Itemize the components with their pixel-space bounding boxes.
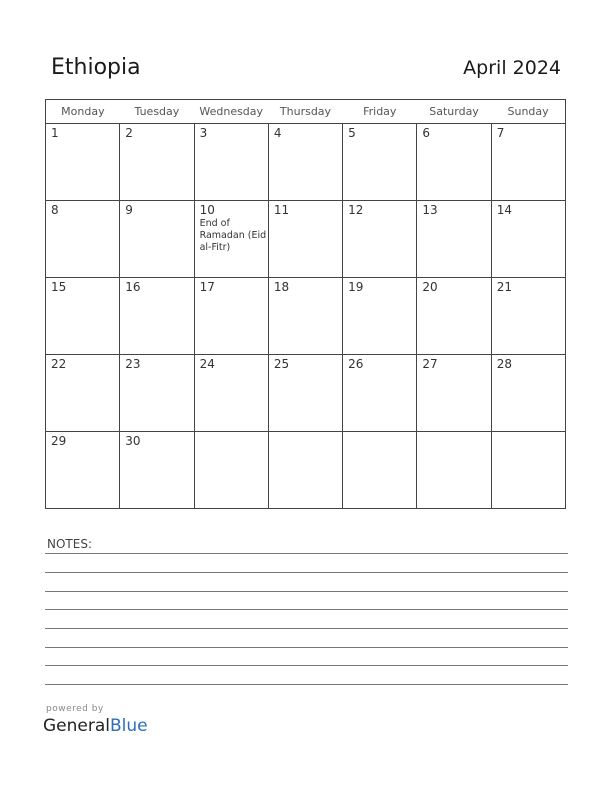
day-cell xyxy=(343,278,417,355)
day-cell xyxy=(417,124,491,201)
note-line xyxy=(45,572,568,573)
day-cell xyxy=(194,201,268,278)
note-line xyxy=(45,684,568,685)
day-number: 23 xyxy=(125,357,141,371)
day-cell xyxy=(491,124,565,201)
day-number xyxy=(269,432,342,434)
note-line xyxy=(45,628,568,629)
weekday-header-row xyxy=(46,100,566,124)
weekday-saturday: Saturday xyxy=(417,100,491,124)
day-number: 19 xyxy=(348,280,364,294)
month-title: April 2024 xyxy=(463,57,561,79)
day-number: 29 xyxy=(51,434,67,448)
day-number: 18 xyxy=(273,280,290,294)
day-number: 1 xyxy=(51,126,59,140)
day-number: 14 xyxy=(496,203,512,217)
day-cell xyxy=(491,278,565,355)
weekday-friday: Friday xyxy=(343,100,417,124)
holiday-label: End of Ramadan (Eid al-Fitr) xyxy=(199,218,267,253)
powered-by-text: powered by xyxy=(46,704,104,714)
day-cell xyxy=(46,124,120,201)
day-cell xyxy=(46,432,120,509)
day-number: 22 xyxy=(51,357,67,371)
day-cell xyxy=(120,201,194,278)
day-cell xyxy=(46,355,120,432)
day-cell xyxy=(46,201,120,278)
day-number: 17 xyxy=(199,280,215,294)
day-number: 27 xyxy=(422,357,438,371)
note-line xyxy=(45,591,568,592)
week-row xyxy=(46,278,566,355)
day-number: 12 xyxy=(348,203,364,217)
day-number: 20 xyxy=(422,280,438,294)
day-cell xyxy=(120,124,194,201)
brand-name-part1: General xyxy=(43,716,110,736)
day-cell xyxy=(417,201,491,278)
day-number xyxy=(195,432,268,434)
day-cell xyxy=(194,124,268,201)
notes-label: NOTES: xyxy=(47,537,92,551)
note-line xyxy=(45,647,568,648)
day-number: 28 xyxy=(496,357,512,371)
day-cell xyxy=(417,432,491,509)
day-number: 4 xyxy=(273,126,282,140)
day-number: 6 xyxy=(422,126,431,140)
day-cell xyxy=(343,124,417,201)
day-number: 24 xyxy=(199,357,215,371)
weekday-wednesday: Wednesday xyxy=(194,100,268,124)
weekday-sunday: Sunday xyxy=(491,100,565,124)
day-number: 21 xyxy=(496,280,512,294)
weekday-monday: Monday xyxy=(46,100,120,124)
day-number: 5 xyxy=(348,126,356,140)
day-cell xyxy=(194,278,268,355)
day-number: 13 xyxy=(422,203,438,217)
week-row xyxy=(46,124,566,201)
day-number: 8 xyxy=(51,203,59,217)
day-cell xyxy=(343,201,417,278)
day-number: 11 xyxy=(273,203,290,217)
day-cell xyxy=(268,278,342,355)
day-number xyxy=(343,432,416,434)
day-number: 7 xyxy=(496,126,505,140)
week-row xyxy=(46,355,566,432)
day-cell xyxy=(417,355,491,432)
day-cell xyxy=(120,355,194,432)
day-cell xyxy=(268,355,342,432)
day-number: 3 xyxy=(199,126,208,140)
day-number: 10 xyxy=(199,203,215,217)
weekday-tuesday: Tuesday xyxy=(120,100,194,124)
day-number: 15 xyxy=(51,280,67,294)
day-number: 16 xyxy=(125,280,141,294)
day-cell xyxy=(120,432,194,509)
week-row xyxy=(46,201,566,278)
weekday-thursday: Thursday xyxy=(268,100,342,124)
day-cell xyxy=(417,278,491,355)
day-cell xyxy=(268,124,342,201)
day-cell xyxy=(343,432,417,509)
day-cell xyxy=(491,355,565,432)
day-cell xyxy=(268,432,342,509)
day-cell xyxy=(491,432,565,509)
calendar-grid xyxy=(45,99,566,509)
note-line xyxy=(45,553,568,554)
brand-name-part2: Blue xyxy=(110,716,148,736)
day-cell xyxy=(194,432,268,509)
day-cell xyxy=(194,355,268,432)
calendar-body xyxy=(46,124,566,509)
brand-logo xyxy=(43,716,148,736)
day-number: 30 xyxy=(125,434,141,448)
day-cell xyxy=(46,278,120,355)
week-row xyxy=(46,432,566,509)
day-number: 25 xyxy=(273,357,290,371)
note-line xyxy=(45,665,568,666)
day-cell xyxy=(120,278,194,355)
note-line xyxy=(45,609,568,610)
day-number xyxy=(492,432,565,434)
day-number: 9 xyxy=(125,203,133,217)
day-number xyxy=(417,432,490,434)
day-number: 26 xyxy=(348,357,364,371)
day-cell xyxy=(343,355,417,432)
country-title: Ethiopia xyxy=(51,55,141,80)
day-number: 2 xyxy=(125,126,133,140)
day-cell xyxy=(268,201,342,278)
day-cell xyxy=(491,201,565,278)
